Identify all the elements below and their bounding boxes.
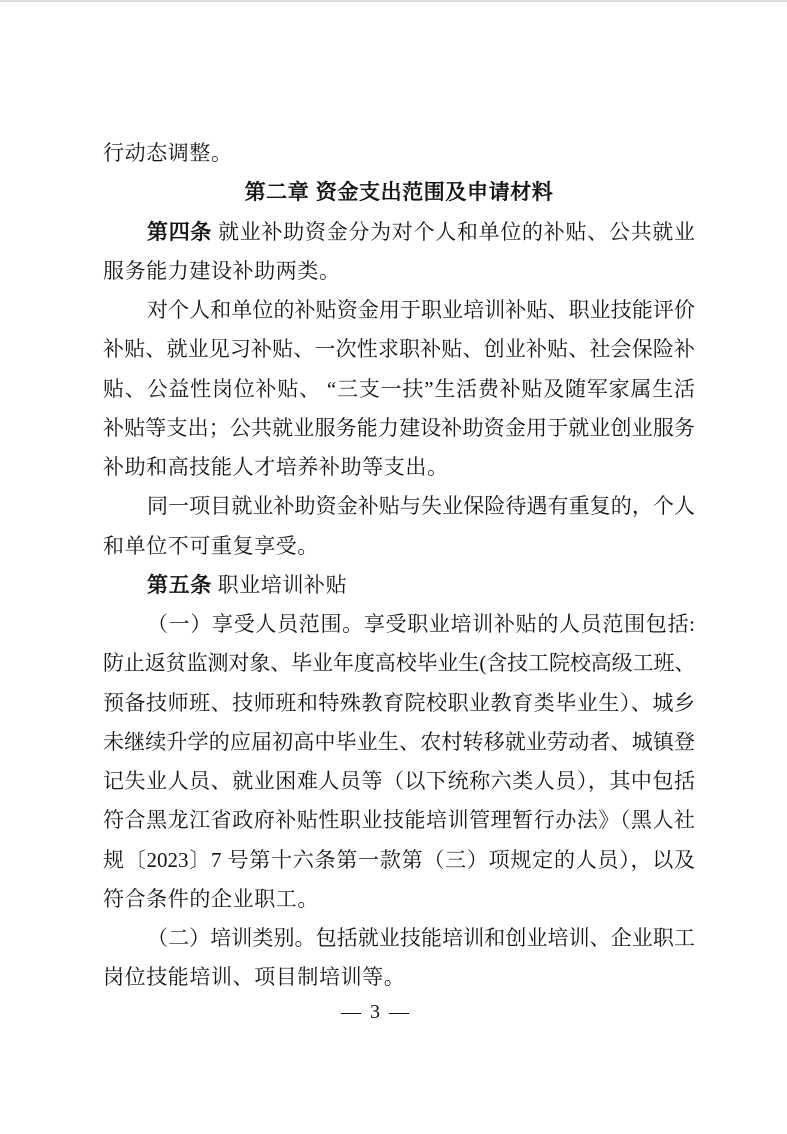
text-line <box>103 448 695 487</box>
text-line <box>103 919 695 958</box>
text-line <box>103 330 695 369</box>
text-segment: （二）培训类别。包括就业技能培训和创业培训、企业职工 <box>147 926 695 950</box>
text-line <box>103 723 695 762</box>
text-line <box>103 762 695 801</box>
text-segment: 规〔2023〕7 号第十六条第一款第（三）项规定的人员），以及 <box>103 847 695 872</box>
text-segment: 符合条件的企业职工。 <box>103 886 319 911</box>
text-segment: 未继续升学的应届初高中毕业生、农村转移就业劳动者、城镇登 <box>103 729 695 754</box>
text-segment: 同一项目就业补助资金补贴与失业保险待遇有重复的，个人 <box>147 494 695 519</box>
text-segment: 预备技师班、技师班和特殊教育院校职业教育类毕业生）、城乡 <box>103 690 695 715</box>
text-segment: 职业培训补贴 <box>211 572 348 597</box>
bold-term: 第五条 <box>147 573 212 597</box>
document-lines <box>103 134 695 998</box>
text-line <box>103 958 695 997</box>
text-segment: 对个人和单位的补贴资金用于职业培训补贴、职业技能评价 <box>147 298 695 322</box>
text-line <box>103 291 695 330</box>
bold-term: 第四条 <box>147 220 213 244</box>
text-segment: 防止返贫监测对象、毕业年度高校毕业生(含技工院校高级工班、 <box>103 651 695 676</box>
text-segment: 补贴等支出；公共就业服务能力建设补助资金用于就业创业服务 <box>103 415 695 440</box>
scan-edge-artifact <box>0 0 787 2</box>
text-segment: 和单位不可重复享受。 <box>103 533 319 558</box>
text-line <box>103 841 695 880</box>
text-line <box>103 644 695 683</box>
text-segment: 服务能力建设补助两类。 <box>103 258 341 283</box>
text-line <box>103 487 695 526</box>
text-line <box>103 566 695 605</box>
text-line <box>103 173 695 212</box>
text-segment: 行动态调整。 <box>103 141 233 165</box>
text-line <box>103 605 695 644</box>
text-line <box>103 880 695 919</box>
text-line <box>103 801 695 840</box>
text-line <box>103 134 695 173</box>
bold-term: 第二章 资金支出范围及申请材料 <box>244 181 554 205</box>
text-segment: 补贴、就业见习补贴、一次性求职补贴、创业补贴、社会保险补 <box>103 337 695 362</box>
text-segment: 贴、公益性岗位补贴、 “三支一扶”生活费补贴及随军家属生活 <box>103 376 695 401</box>
text-segment: （一）享受人员范围。享受职业培训补贴的人员范围包括: <box>147 612 695 636</box>
text-line <box>103 409 695 448</box>
text-line <box>103 684 695 723</box>
text-segment: 记失业人员、就业困难人员等（以下统称六类人员），其中包括 <box>103 769 695 793</box>
text-line <box>103 370 695 409</box>
text-line <box>103 252 695 291</box>
text-segment: 补助和高技能人才培养补助等支出。 <box>103 455 449 479</box>
text-line <box>103 527 695 566</box>
text-segment: 就业补助资金分为对个人和单位的补贴、公共就业 <box>212 219 696 244</box>
text-segment: 岗位技能培训、项目制培训等。 <box>103 965 406 990</box>
text-line <box>103 213 695 252</box>
page-number: — 3 — <box>341 1001 411 1023</box>
text-segment: 符合黑龙江省政府补贴性职业技能培训管理暂行办法》（黑人社 <box>103 808 695 833</box>
